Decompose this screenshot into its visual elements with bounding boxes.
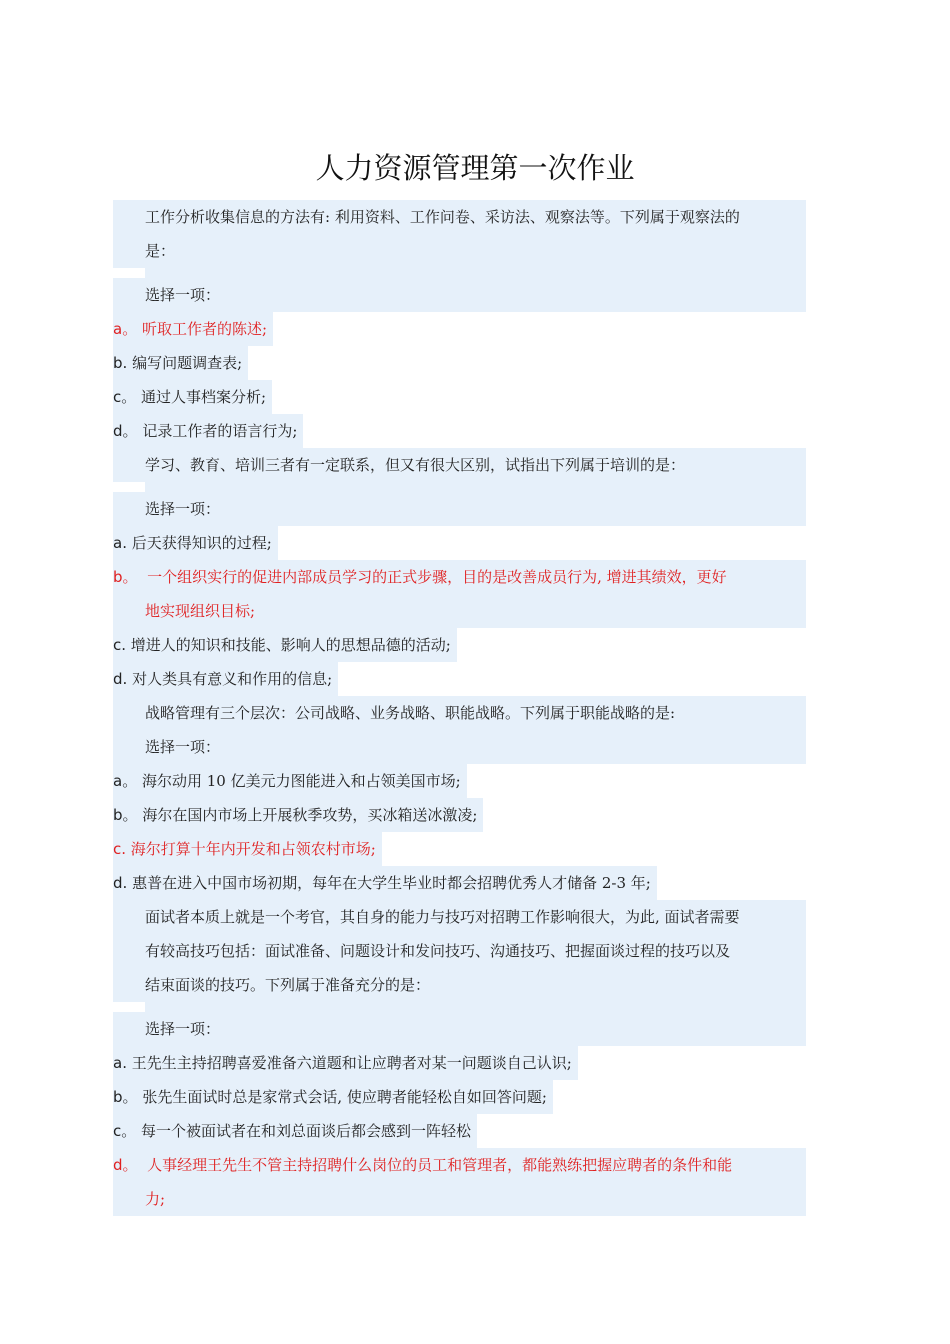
option-letter: b。 bbox=[113, 568, 138, 586]
option-letter: b。 bbox=[113, 1088, 138, 1106]
question-list bbox=[113, 200, 806, 1216]
option-text: 增进人的知识和技能、影响人的思想品德的活动; bbox=[130, 636, 451, 654]
option-text: 一个组织实行的促进内部成员学习的正式步骤，目的是改善成员行为, 增进其绩效，更好 bbox=[147, 568, 727, 586]
option-b[interactable] bbox=[113, 1080, 806, 1114]
option-a[interactable] bbox=[113, 526, 806, 560]
option-text: 海尔在国内市场上开展秋季攻势，买冰箱送冰激凌; bbox=[142, 806, 478, 824]
option-text: 听取工作者的陈述; bbox=[141, 320, 268, 338]
spacer bbox=[145, 268, 806, 278]
choose-one-label: 选择一项： bbox=[113, 492, 806, 526]
option-b[interactable] bbox=[113, 798, 806, 832]
page-title: 人力资源管理第一次作业 bbox=[315, 151, 635, 185]
option-letter: c. bbox=[113, 636, 127, 654]
question-stem-line: 战略管理有三个层次：公司战略、业务战略、职能战略。下列属于职能战略的是: bbox=[145, 704, 676, 722]
question-stem bbox=[113, 200, 806, 268]
option-d[interactable] bbox=[113, 866, 806, 900]
option-c[interactable] bbox=[113, 380, 806, 414]
question-stem-line: 工作分析收集信息的方法有: 利用资料、工作问卷、采访法、观察法等。下列属于观察法的 bbox=[145, 208, 740, 226]
option-text: 对人类具有意义和作用的信息; bbox=[132, 670, 333, 688]
option-text: 每一个被面试者在和刘总面谈后都会感到一阵轻松 bbox=[141, 1122, 472, 1140]
question-stem-line: 有较高技巧包括：面试准备、问题设计和发问技巧、沟通技巧、把握面谈过程的技巧以及 bbox=[145, 942, 731, 960]
option-letter: c. bbox=[113, 840, 127, 858]
option-letter: d。 bbox=[113, 422, 138, 440]
option-b[interactable] bbox=[113, 560, 806, 628]
spacer bbox=[145, 1002, 806, 1012]
question-stem bbox=[113, 448, 806, 482]
option-letter: c。 bbox=[113, 388, 137, 406]
option-text: 通过人事档案分析; bbox=[141, 388, 267, 406]
option-c[interactable] bbox=[113, 1114, 806, 1148]
option-letter: a. bbox=[113, 1054, 127, 1072]
option-text: 后天获得知识的过程; bbox=[131, 534, 272, 552]
option-letter: b. bbox=[113, 354, 128, 372]
option-letter: a。 bbox=[113, 320, 138, 338]
option-text: 人事经理王先生不管主持招聘什么岗位的员工和管理者，都能熟练把握应聘者的条件和能 bbox=[147, 1156, 733, 1174]
option-text: 记录工作者的语言行为; bbox=[142, 422, 298, 440]
option-text: 编写问题调查表; bbox=[132, 354, 243, 372]
option-a[interactable] bbox=[113, 312, 806, 346]
option-text-continued: 力; bbox=[145, 1190, 166, 1208]
option-a[interactable] bbox=[113, 764, 806, 798]
option-text: 张先生面试时总是家常式会话, 使应聘者能轻松自如回答问题; bbox=[142, 1088, 547, 1106]
question-4 bbox=[113, 900, 806, 1216]
choose-one-label: 选择一项： bbox=[113, 1012, 806, 1046]
option-text-continued: 地实现组织目标; bbox=[145, 602, 256, 620]
option-text: 惠普在进入中国市场初期，每年在大学生毕业时都会招聘优秀人才储备 2-3 年; bbox=[132, 874, 651, 892]
question-2 bbox=[113, 448, 806, 696]
question-1 bbox=[113, 200, 806, 448]
question-stem-line: 是： bbox=[145, 242, 176, 260]
question-stem bbox=[113, 900, 806, 1002]
option-letter: c。 bbox=[113, 1122, 137, 1140]
question-3 bbox=[113, 696, 806, 900]
option-a[interactable] bbox=[113, 1046, 806, 1080]
option-b[interactable] bbox=[113, 346, 806, 380]
option-text: 海尔打算十年内开发和占领农村市场; bbox=[130, 840, 376, 858]
option-d[interactable] bbox=[113, 662, 806, 696]
choose-one-label: 选择一项： bbox=[113, 278, 806, 312]
option-d[interactable] bbox=[113, 414, 806, 448]
option-letter: d. bbox=[113, 670, 128, 688]
question-stem-line: 学习、教育、培训三者有一定联系，但又有很大区别，试指出下列属于培训的是： bbox=[145, 456, 686, 474]
option-letter: a。 bbox=[113, 772, 138, 790]
question-stem-line: 结束面谈的技巧。下列属于准备充分的是： bbox=[145, 976, 431, 994]
option-c[interactable] bbox=[113, 628, 806, 662]
question-stem-line: 面试者本质上就是一个考官，其自身的能力与技巧对招聘工作影响很大，为此, 面试者需要 bbox=[145, 908, 740, 926]
option-letter: d。 bbox=[113, 1156, 138, 1174]
option-text: 海尔动用 10 亿美元力图能进入和占领美国市场; bbox=[141, 772, 461, 790]
option-text: 王先生主持招聘喜爱准备六道题和让应聘者对某一问题谈自己认识; bbox=[131, 1054, 572, 1072]
option-letter: d. bbox=[113, 874, 128, 892]
spacer bbox=[145, 482, 806, 492]
option-d[interactable] bbox=[113, 1148, 806, 1216]
option-letter: a. bbox=[113, 534, 127, 552]
option-letter: b。 bbox=[113, 806, 138, 824]
option-c[interactable] bbox=[113, 832, 806, 866]
choose-one-label: 选择一项： bbox=[113, 730, 806, 764]
question-stem bbox=[113, 696, 806, 730]
